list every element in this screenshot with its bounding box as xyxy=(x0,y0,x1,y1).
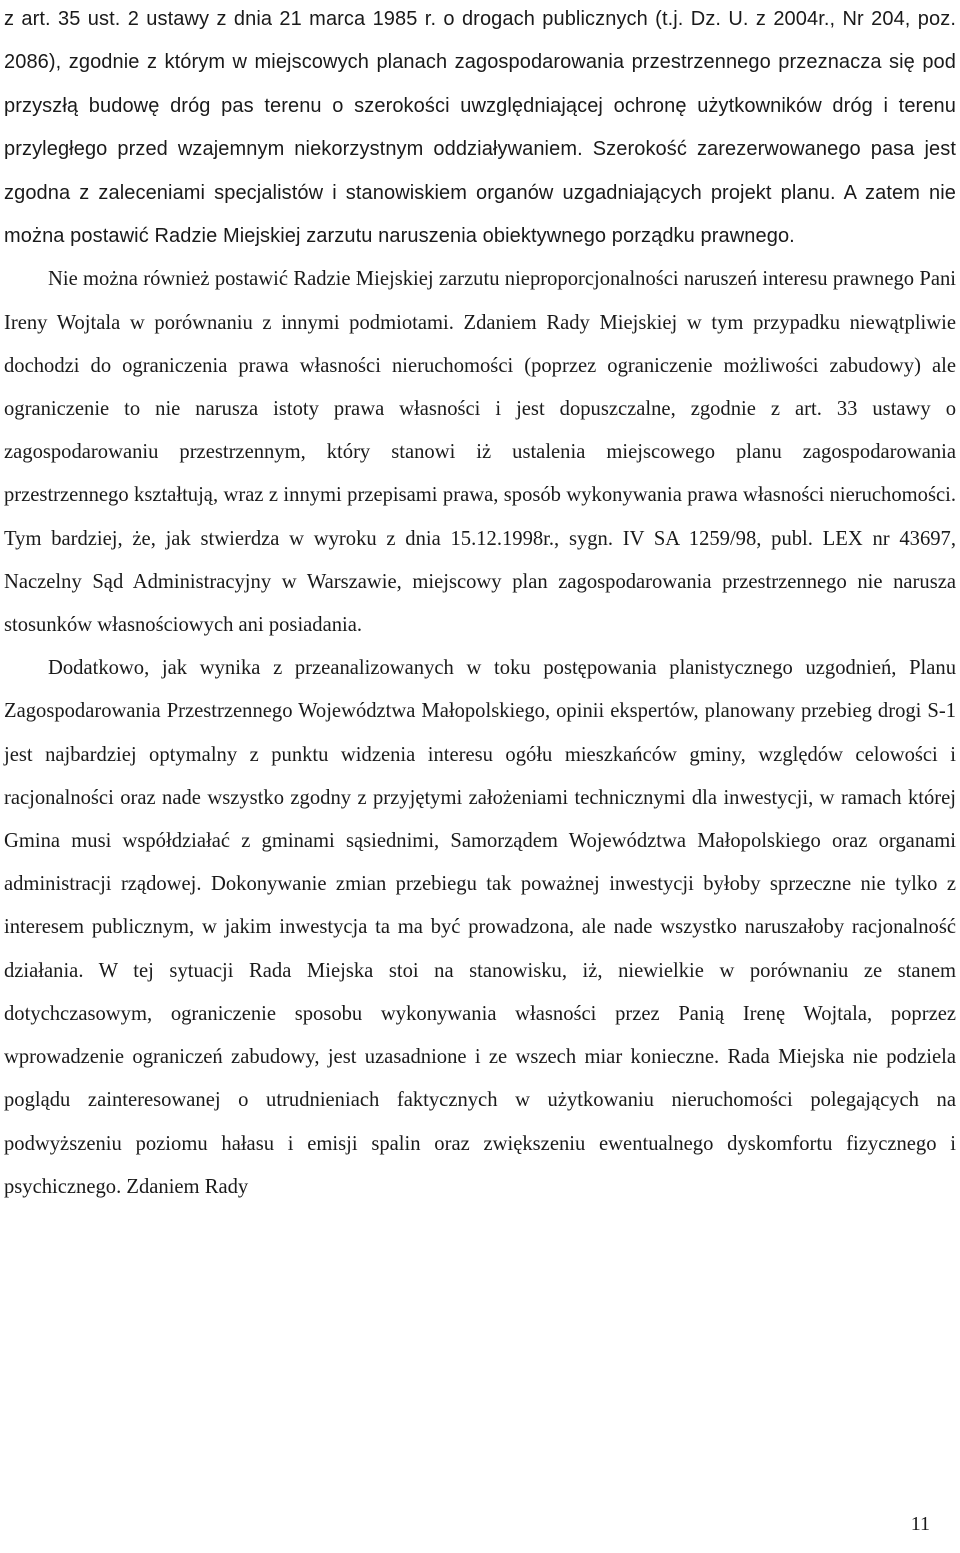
paragraph-3: Dodatkowo, jak wynika z przeanalizowanych w toku postępowania planistycznego uzgodnień, Planu Zagospodarowania Przestrzennego Województwa Małopolskiego, opinii ekspertów, planowany przebieg drogi S-1 jest najbardziej optymalny z punktu widzenia interesu ogółu mieszkańców gminy, względów celowości i racjonalności oraz nade wszystko zgodny z przyjętymi założeniami technicznymi dla inwestycji, w ramach której Gmina musi współdziałać z gminami sąsiednimi, Samorządem Województwa Małopolskiego oraz organami administracji rządowej. Dokonywanie zmian przebiegu tak poważnej inwestycji byłoby sprzeczne nie tylko z interesem publicznym, w jakim inwestycja ta ma być prowadzona, ale nade wszystko naruszałoby racjonalność działania. W tej sytuacji Rada Miejska stoi na stanowisku, iż, niewielkie w porównaniu ze stanem dotychczasowym, ograniczenie sposobu wykonywania własności przez Panią Irenę Wojtala, poprzez wprowadzenie ograniczeń zabudowy, jest uzasadnione i ze wszech miar konieczne. Rada Miejska nie podziela poglądu zainteresowanej o utrudnieniach faktycznych w użytkowaniu nieruchomości polegających na podwyższeniu poziomu hałasu i emisji spalin oraz zwiększeniu ewentualnego dyskomfortu fizycznego i psychicznego. Zdaniem Rady xyxy=(4,657,956,1198)
page-number: 11 xyxy=(910,1513,930,1535)
paragraph-1: z art. 35 ust. 2 ustawy z dnia 21 marca 1985 r. o drogach publicznych (t.j. Dz. U. z 2004r., Nr 204, poz. 2086), zgodnie z którym w miejscowych planach zagospodarowania przestrzennego przeznacza się pod przyszłą budowę dróg pas terenu o szerokości uwzględniającej ochronę użytkowników dróg i terenu przyległego przed wzajemnym niekorzystnym oddziaływaniem. Szerokość zarezerwowanego pasa jest zgodna z zaleceniami specjalistów i stanowiskiem organów uzgadniających projekt planu. A zatem nie można postawić Radzie Miejskiej zarzutu naruszenia obiektywnego porządku prawnego. xyxy=(4,8,956,248)
paragraph-2: Nie można również postawić Radzie Miejskiej zarzutu nieproporcjonalności naruszeń interesu prawnego Pani Ireny Wojtala w porównaniu z innymi podmiotami. Zdaniem Rady Miejskiej w tym przypadku niewątpliwie dochodzi do ograniczenia prawa własności nieruchomości (poprzez ograniczenie możliwości zabudowy) ale ograniczenie to nie narusza istoty prawa własności i jest dopuszczalne, zgodnie z art. 33 ustawy o zagospodarowaniu przestrzennym, który stanowi iż ustalenia miejscowego planu zagospodarowania przestrzennego kształtują, wraz z innymi przepisami prawa, sposób wykonywania prawa własności nieruchomości. Tym bardziej, że, jak stwierdza w wyroku z dnia 15.12.1998r., sygn. IV SA 1259/98, publ. LEX nr 43697, Naczelny Sąd Administracyjny w Warszawie, miejscowy plan zagospodarowania przestrzennego nie narusza stosunków własnościowych ani posiadania. xyxy=(4,268,956,637)
document-page xyxy=(4,0,956,1209)
